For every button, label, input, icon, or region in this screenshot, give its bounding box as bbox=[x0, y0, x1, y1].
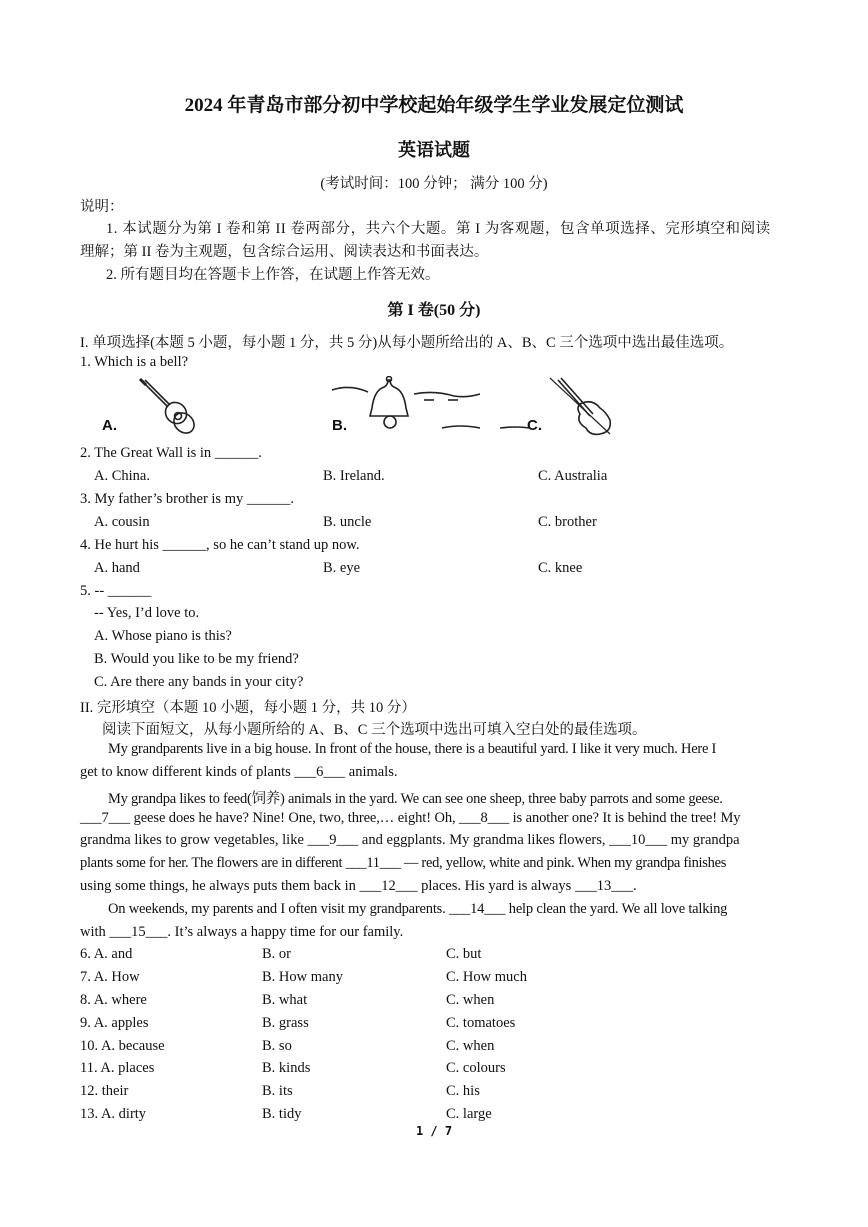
cloze-6-option-c: C. but bbox=[446, 946, 482, 962]
q1-label-c: C. bbox=[527, 417, 542, 434]
section2-instruction: II. 完形填空（本题 10 小题，每小题 1 分，共 10 分） bbox=[80, 700, 416, 716]
passage-line-3: My grandpa likes to feed(饲养) animals in the yard. We can see one sheep, three baby parrots and some geese. bbox=[108, 791, 723, 807]
cloze-11-option-a: 11. A. places bbox=[80, 1060, 155, 1076]
cloze-9-option-c: C. tomatoes bbox=[446, 1015, 516, 1031]
q5-option-a: A. Whose piano is this? bbox=[94, 628, 232, 644]
q4-option-c: C. knee bbox=[538, 560, 583, 576]
exam-title: 2024 年青岛市部分初中学校起始年级学生学业发展定位测试 bbox=[184, 95, 684, 116]
q1-label-b: B. bbox=[332, 417, 347, 434]
exam-subtitle: 英语试题 bbox=[398, 140, 470, 160]
q2-option-c: C. Australia bbox=[538, 468, 608, 484]
passage-line-4: ___7___ geese does he have? Nine! One, two, three,… eight! Oh, ___8___ is another one? It is behind the tree! My bbox=[80, 810, 741, 826]
section2-direction: 阅读下面短文，从每小题所给的 A、B、C 三个选项中选出可填入空白处的最佳选项。 bbox=[102, 722, 647, 738]
cloze-7-option-a: 7. A. How bbox=[80, 969, 140, 985]
guitar-icon bbox=[138, 377, 198, 439]
question-4-stem: 4. He hurt his ______, so he can’t stand up now. bbox=[80, 537, 360, 553]
cloze-12-option-c: C. his bbox=[446, 1083, 480, 1099]
cloze-11-option-c: C. colours bbox=[446, 1060, 506, 1076]
q5-reply: -- Yes, I’d love to. bbox=[94, 605, 200, 621]
q5-option-b: B. Would you like to be my friend? bbox=[94, 651, 299, 667]
cloze-7-option-b: B. How many bbox=[262, 969, 343, 985]
cloze-6-option-a: 6. A. and bbox=[80, 946, 133, 962]
notes-line-1: 1. 本试题分为第 I 卷和第 II 卷两部分，共六个大题。第 I 为客观题，包含单项选择、完形填空和阅读 bbox=[106, 221, 771, 237]
question-3-stem: 3. My father’s brother is my ______. bbox=[80, 491, 294, 507]
q4-option-b: B. eye bbox=[323, 560, 361, 576]
passage-line-1: My grandparents live in a big house. In front of the house, there is a beautiful yard. I like it very much. Here I bbox=[108, 741, 717, 757]
part1-heading: 第 I 卷(50 分) bbox=[387, 302, 481, 319]
cloze-13-option-a: 13. A. dirty bbox=[80, 1106, 147, 1122]
cloze-10-option-b: B. so bbox=[262, 1038, 292, 1054]
q2-option-a: A. China. bbox=[94, 468, 150, 484]
notes-line-2: 2. 所有题目均在答题卡上作答，在试题上作答无效。 bbox=[106, 267, 440, 283]
cloze-7-option-c: C. How much bbox=[446, 969, 527, 985]
passage-line-5: grandma likes to grow vegetables, like ___9___ and eggplants. My grandma likes flowers, ___10___ my grandpa bbox=[80, 832, 740, 848]
cloze-11-option-b: B. kinds bbox=[262, 1060, 311, 1076]
question-2-stem: 2. The Great Wall is in ______. bbox=[80, 445, 262, 461]
question-1-stem: 1. Which is a bell? bbox=[80, 354, 189, 370]
violin-icon bbox=[440, 376, 620, 438]
page-number: 1 / 7 bbox=[415, 1124, 453, 1138]
notes-line-1b: 理解；第 II 卷为主观题，包含综合运用、阅读表达和书面表达。 bbox=[80, 244, 489, 260]
q3-option-a: A. cousin bbox=[94, 514, 150, 530]
cloze-12-option-a: 12. their bbox=[80, 1083, 129, 1099]
cloze-8-option-c: C. when bbox=[446, 992, 495, 1008]
cloze-13-option-b: B. tidy bbox=[262, 1106, 302, 1122]
q2-option-b: B. Ireland. bbox=[323, 468, 385, 484]
cloze-8-option-b: B. what bbox=[262, 992, 308, 1008]
notes-label: 说明： bbox=[80, 199, 124, 215]
cloze-10-option-c: C. when bbox=[446, 1038, 495, 1054]
cloze-10-option-a: 10. A. because bbox=[80, 1038, 165, 1054]
cloze-12-option-b: B. its bbox=[262, 1083, 293, 1099]
question-5-stem: 5. -- ______ bbox=[80, 583, 152, 599]
passage-line-7: using some things, he always puts them back in ___12___ places. His yard is always ___13___. bbox=[80, 878, 637, 894]
passage-line-8: On weekends, my parents and I often visit my grandparents. ___14___ help clean the yard. We all love talking bbox=[108, 901, 728, 917]
exam-info: (考试时间：100 分钟； 满分 100 分) bbox=[320, 176, 548, 192]
cloze-8-option-a: 8. A. where bbox=[80, 992, 147, 1008]
cloze-9-option-a: 9. A. apples bbox=[80, 1015, 149, 1031]
cloze-6-option-b: B. or bbox=[262, 946, 291, 962]
q1-label-a: A. bbox=[102, 417, 117, 434]
section1-instruction: I. 单项选择(本题 5 小题，每小题 1 分，共 5 分)从每小题所给出的 A、B、C 三个选项中选出最佳选项。 bbox=[80, 335, 734, 351]
q3-option-c: C. brother bbox=[538, 514, 597, 530]
cloze-13-option-c: C. large bbox=[446, 1106, 492, 1122]
passage-line-6: plants some for her. The flowers are in different ___11___ — red, yellow, white and pink. When my grandpa finishes bbox=[80, 855, 727, 871]
passage-line-2: get to know different kinds of plants ___6___ animals. bbox=[80, 764, 398, 780]
q3-option-b: B. uncle bbox=[323, 514, 372, 530]
q4-option-a: A. hand bbox=[94, 560, 140, 576]
cloze-9-option-b: B. grass bbox=[262, 1015, 309, 1031]
passage-line-9: with ___15___. It’s always a happy time for our family. bbox=[80, 924, 404, 940]
q5-option-c: C. Are there any bands in your city? bbox=[94, 674, 304, 690]
